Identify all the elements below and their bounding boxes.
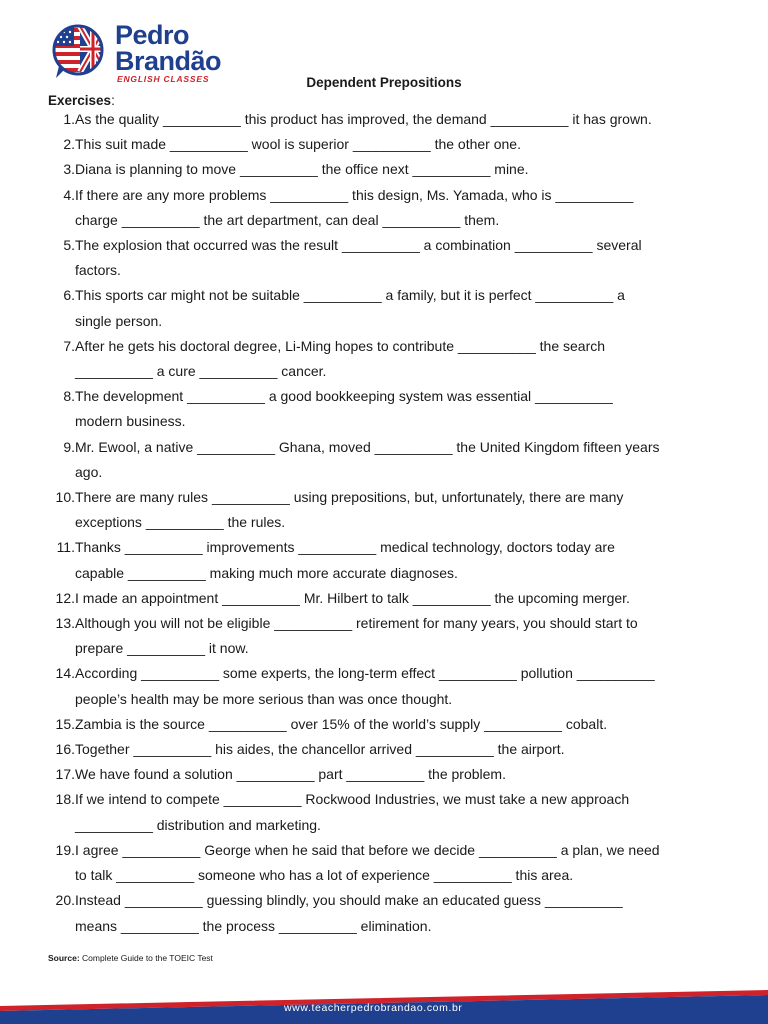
exercise-number: 1.	[63, 111, 75, 127]
exercise-item	[48, 586, 738, 611]
exercise-text	[75, 586, 738, 611]
exercise-text	[75, 762, 738, 787]
exercise-number: 4.	[63, 186, 75, 203]
exercise-text-line: Diana is planning to move __________ the office next __________ mine.	[75, 161, 529, 178]
exercise-number: 5.	[63, 237, 75, 254]
exercise-number: 17.	[55, 766, 75, 783]
exercise-item	[48, 233, 738, 283]
exercise-text-line: ago.	[75, 463, 103, 480]
exercise-text-line: According __________ some experts, the long-term effect __________ pollution __________	[75, 665, 655, 682]
exercise-item	[48, 334, 738, 384]
exercise-number: 9.	[63, 438, 75, 455]
exercise-item	[48, 787, 738, 837]
exercise-number: 13.	[55, 615, 75, 632]
exercise-text-line: Although you will not be eligible __________ retirement for many years, you should start to	[75, 615, 638, 632]
exercise-text-line: The development __________ a good bookkeeping system was essential __________	[75, 388, 613, 405]
exercise-text-line: After he gets his doctoral degree, Li-Ming hopes to contribute __________ the search	[75, 337, 606, 354]
exercise-number: 16.	[55, 741, 75, 758]
exercises-heading	[48, 93, 115, 108]
exercise-text-line: exceptions __________ the rules.	[75, 514, 286, 531]
exercise-text	[75, 435, 738, 485]
page-title: Dependent Prepositions	[306, 75, 462, 90]
exercise-item	[48, 132, 738, 157]
exercise-text-line: Instead __________ guessing blindly, you should make an educated guess __________	[75, 892, 623, 909]
exercise-text-line: We have found a solution __________ part __________ the problem.	[75, 766, 506, 783]
exercise-item	[48, 737, 738, 762]
brand-name-line2: Brandão	[115, 46, 222, 76]
exercise-text-line: charge __________ the art department, can deal __________ them.	[75, 211, 500, 228]
exercise-number: 10.	[55, 489, 75, 506]
exercise-text	[75, 661, 738, 711]
exercise-item	[48, 283, 738, 333]
exercise-text-line: This sports car might not be suitable __________ a family, but it is perfect __________ a	[75, 287, 625, 304]
exercise-item	[48, 661, 738, 711]
exercise-text-line: Zambia is the source __________ over 15% of the world’s supply __________ cobalt.	[75, 715, 608, 732]
exercise-number: 7.	[63, 337, 75, 354]
exercise-text	[75, 712, 738, 737]
exercise-item	[48, 611, 738, 661]
exercise-item	[48, 535, 738, 585]
exercise-item	[48, 712, 738, 737]
source-citation	[48, 953, 213, 963]
exercise-text	[75, 183, 738, 233]
exercise-item	[48, 888, 738, 938]
exercise-item	[48, 384, 738, 434]
exercise-text	[75, 787, 738, 837]
exercise-number: 2.	[63, 136, 75, 153]
exercise-text-line: I agree __________ George when he said that before we decide __________ a plan, we need	[75, 841, 660, 858]
exercise-number: 18.	[55, 791, 75, 808]
exercise-text	[75, 334, 738, 384]
exercise-number: 3.	[63, 161, 75, 178]
exercise-text	[75, 611, 738, 661]
exercise-item	[48, 157, 738, 182]
exercises-label: Exercises	[48, 93, 112, 108]
exercise-text-line: prepare __________ it now.	[75, 640, 249, 657]
exercise-item	[48, 838, 738, 888]
exercise-item	[48, 485, 738, 535]
exercise-number: 19.	[55, 841, 75, 858]
exercise-text	[75, 888, 738, 938]
exercise-item	[48, 183, 738, 233]
exercise-number: 8.	[63, 388, 75, 405]
exercise-number: 15.	[55, 715, 75, 732]
exercise-text-line: Together __________ his aides, the chancellor arrived __________ the airport.	[75, 741, 565, 758]
exercise-text-line: Thanks __________ improvements __________ medical technology, doctors today are	[75, 539, 615, 556]
exercise-number: 14.	[55, 665, 75, 682]
exercise-text-line: Mr. Ewool, a native __________ Ghana, moved __________ the United Kingdom fifteen years	[75, 438, 660, 455]
exercise-text	[75, 838, 738, 888]
exercise-text-line: factors.	[75, 262, 121, 279]
exercise-text	[75, 535, 738, 585]
exercise-number: 12.	[55, 589, 75, 606]
exercise-text-line: __________ a cure __________ cancer.	[75, 363, 327, 380]
exercise-text-line: The explosion that occurred was the result __________ a combination __________ several	[75, 237, 642, 254]
source-text: Complete Guide to the TOEIC Test	[82, 953, 213, 963]
exercise-text	[75, 737, 738, 762]
exercise-number: 6.	[63, 287, 75, 304]
exercise-text	[75, 233, 738, 283]
exercise-text-line: people’s health may be more serious than was once thought.	[75, 690, 453, 707]
exercise-text-line: If there are any more problems __________ this design, Ms. Yamada, who is __________	[75, 186, 634, 203]
exercise-text-line: to talk __________ someone who has a lot of experience __________ this area.	[75, 867, 574, 884]
exercise-text-line: I made an appointment __________ Mr. Hilbert to talk __________ the upcoming merger.	[75, 589, 630, 606]
exercise-text-line: modern business.	[75, 413, 186, 430]
exercise-text-line: capable __________ making much more accurate diagnoses.	[75, 564, 458, 581]
exercise-text-line: As the quality __________ this product has improved, the demand __________ it has grown.	[75, 111, 652, 127]
source-label: Source:	[48, 953, 80, 963]
exercise-text-line: This suit made __________ wool is superior __________ the other one.	[75, 136, 521, 153]
exercise-text	[75, 283, 738, 333]
exercise-text	[75, 107, 738, 132]
exercise-text	[75, 132, 738, 157]
brand-tagline: ENGLISH CLASSES	[117, 74, 210, 84]
exercise-number: 20.	[55, 892, 75, 909]
exercise-text-line: There are many rules __________ using prepositions, but, unfortunately, there are many	[75, 489, 624, 506]
exercise-text	[75, 157, 738, 182]
exercise-item	[48, 435, 738, 485]
exercise-text-line: __________ distribution and marketing.	[75, 816, 321, 833]
exercise-text-line: means __________ the process __________ elimination.	[75, 917, 432, 934]
brand-name-line1: Pedro	[115, 20, 190, 50]
exercise-number: 11.	[56, 539, 75, 556]
exercise-text	[75, 384, 738, 434]
flag-bubble-icon	[50, 22, 112, 82]
footer-website-url[interactable]: www.teacherpedrobrandao.com.br	[284, 1002, 463, 1014]
exercise-text	[75, 485, 738, 535]
exercise-item	[48, 762, 738, 787]
exercise-text-line: single person.	[75, 312, 163, 329]
exercises-colon: :	[111, 93, 115, 108]
exercise-item	[48, 107, 738, 132]
exercise-text-line: If we intend to compete __________ Rockwood Industries, we must take a new approach	[75, 791, 630, 808]
exercise-list	[48, 107, 738, 939]
